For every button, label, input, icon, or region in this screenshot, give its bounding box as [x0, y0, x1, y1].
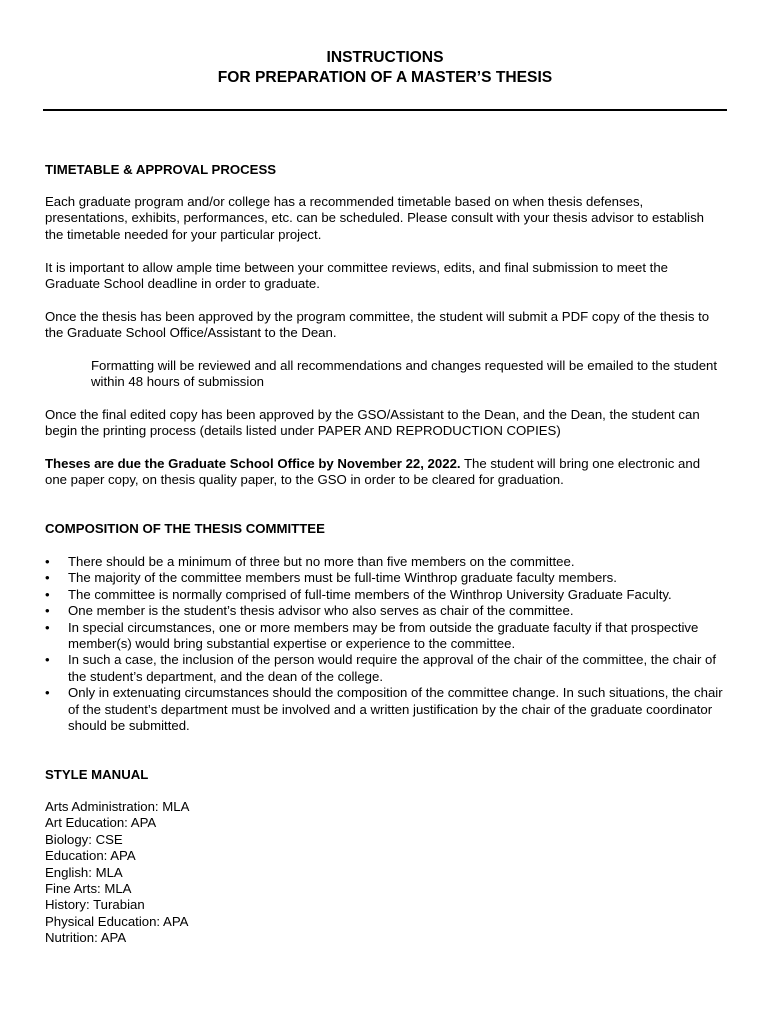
- list-item: Nutrition: APA: [45, 930, 127, 946]
- list-item: Biology: CSE: [45, 831, 123, 847]
- list-item: Education: APA: [45, 848, 136, 864]
- timetable-paragraph-2: It is important to allow ample time between your committee reviews, edits, and final submission to meet the Graduate School deadline in order to graduate.: [45, 260, 669, 292]
- list-item: • One member is the student’s thesis advisor who also serves as chair of the committee.: [45, 603, 725, 619]
- timetable-deadline-paragraph: [45, 456, 725, 489]
- timetable-paragraph-1: Each graduate program and/or college has a recommended timetable based on when thesis defenses, presentations, exhibits, performances, etc. can be scheduled. Please consult with your thesis advisor to establish the timetable needed for your particular project.: [45, 194, 704, 242]
- list-item: • There should be a minimum of three but no more than five members on the committee.: [45, 554, 725, 570]
- list-item: Physical Education: APA: [45, 913, 189, 929]
- list-item: Arts Administration: MLA: [45, 799, 190, 814]
- list-item: • In special circumstances, one or more members may be from outside the graduate faculty if that prospective member(s) would bring substantial expertise or experience to the committee.: [45, 620, 725, 653]
- deadline-bold-text: Theses are due the Graduate School Office by November 22, 2022.: [45, 456, 461, 471]
- section-heading-timetable: TIMETABLE & APPROVAL PROCESS: [45, 162, 277, 177]
- timetable-paragraph-5: Once the final edited copy has been approved by the GSO/Assistant to the Dean, and the Dean, the student can begin the printing process (details listed under PAPER AND REPRODUCTION COPIES): [45, 407, 700, 439]
- deadline-rest-text: The student will bring one electronic and one paper copy, on thesis quality paper, to the GSO in order to be cleared for graduation.: [45, 456, 701, 488]
- title-line-2: FOR PREPARATION OF A MASTER’S THESIS: [217, 69, 553, 86]
- timetable-paragraph-3: Once the thesis has been approved by the program committee, the student will submit a PDF copy of the thesis to the Graduate School Office/Assistant to the Dean.: [45, 309, 710, 341]
- style-manual-list: [45, 799, 189, 947]
- committee-bullet-list: [45, 554, 725, 734]
- timetable-indented-note: Formatting will be reviewed and all recommendations and changes requested will be emailed to the student within 48 hours of submission: [91, 358, 718, 390]
- section-heading-style-manual: STYLE MANUAL: [45, 767, 149, 782]
- section-heading-committee: COMPOSITION OF THE THESIS COMMITTEE: [45, 521, 325, 536]
- list-item: • The majority of the committee members must be full-time Winthrop graduate faculty members.: [45, 570, 725, 586]
- document-title: [0, 48, 770, 88]
- title-divider: [43, 109, 727, 111]
- list-item: Fine Arts: MLA: [45, 881, 132, 897]
- list-item: English: MLA: [45, 864, 123, 880]
- list-item: • The committee is normally comprised of full-time members of the Winthrop University Graduate Faculty.: [45, 587, 725, 603]
- list-item: Art Education: APA: [45, 815, 157, 831]
- list-item: • Only in extenuating circumstances should the composition of the committee change. In such situations, the chair of the student’s department must be involved and a written justification by the chair of the graduate coordinator should be submitted.: [45, 685, 725, 734]
- list-item: History: Turabian: [45, 897, 145, 913]
- list-item: • In such a case, the inclusion of the person would require the approval of the chair of the committee, the chair of the student’s department, and the dean of the college.: [45, 652, 725, 685]
- title-line-1: INSTRUCTIONS: [326, 49, 444, 66]
